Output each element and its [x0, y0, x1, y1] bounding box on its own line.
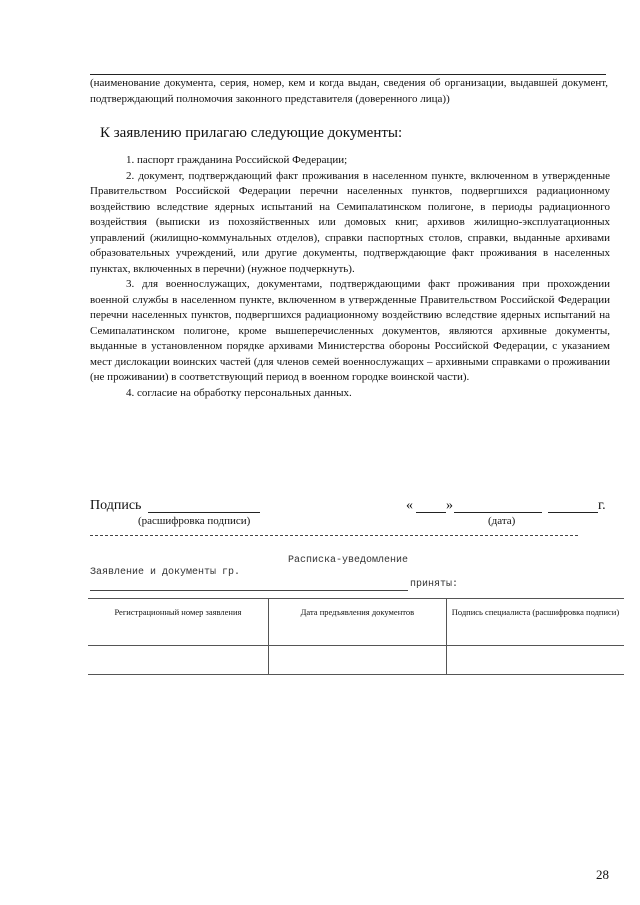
- signature-line[interactable]: [148, 498, 260, 513]
- date-sublabel: (дата): [488, 515, 516, 527]
- document-item-2: 2. документ, подтверждающий факт проживания в населенном пункте, включенном в утвержденные Правительством Российской Федерации перечни населенных пунктов, подвергшихся радиационному воздействию вследствие ядерных испытаний на Семипалатинском полигоне, в периоды радиационного воздействия (выписки из похозяйственных или домовых книг, архивов жилищно-эксплуатационных управлений (жилищно-коммунальных отделов), справки паспортных столов, справки, выданные архивами образовательных учреждений, или другие документы, подтверждающие факт проживания в населенных пунктах, включенных в перечни) (нужное подчеркнуть).: [90, 169, 610, 275]
- cell-specialist-signature[interactable]: [446, 646, 624, 675]
- receipt-accepted-label: приняты:: [410, 579, 459, 590]
- date-quote-close: »: [446, 498, 453, 513]
- document-item-4: 4. согласие на обработку персональных данных.: [126, 386, 352, 399]
- cell-registration-number[interactable]: [88, 646, 268, 675]
- documents-heading: К заявлению прилагаю следующие документы:: [100, 125, 403, 141]
- col-submission-date: Дата предъявления документов: [268, 599, 446, 646]
- documents-list: [90, 153, 610, 401]
- date-month-line[interactable]: [454, 498, 542, 513]
- applicant-name-line[interactable]: [90, 590, 408, 591]
- signature-sublabel: (расшифровка подписи): [138, 515, 251, 527]
- cut-line: [90, 535, 578, 536]
- date-quote-open: «: [406, 498, 413, 513]
- receipt-applicant-label: Заявление и документы гр.: [90, 567, 241, 578]
- registration-table: [88, 598, 624, 675]
- page-number: 28: [596, 867, 609, 882]
- receipt-title: Расписка-уведомление: [288, 555, 409, 566]
- representative-hint: (наименование документа, серия, номер, кем и когда выдан, сведения об организации, выдавшей документ, подтверждающий полномочия законного представителя (доверенного лица)): [90, 77, 608, 105]
- document-item-3: 3. для военнослужащих, документами, подтверждающими факт проживания при прохождении военной службы в населенном пункте, включенном в утвержденные Правительством Российской Федерации перечни населенных пунктов, подвергшихся радиационному воздействию вследствие ядерных испытаний на Семипалатинском полигоне, кроме вышеперечисленных документов, являются архивные документы, выданные в установленном порядке архивами Министерства обороны Российской Федерации, с указанием мест дислокации воинских частей (для членов семей военнослужащих – архивными справками о проживании (не проживании) в соответствующий период в военном городке воинской части).: [90, 278, 610, 383]
- col-specialist-signature: Подпись специалиста (расшифровка подписи): [446, 599, 624, 646]
- date-day-line[interactable]: [416, 498, 446, 513]
- signature-label: Подпись: [90, 498, 142, 513]
- col-registration-number: Регистрационный номер заявления: [88, 599, 268, 646]
- year-suffix: г.: [598, 498, 606, 513]
- document-item-1: 1. паспорт гражданина Российской Федерации;: [126, 154, 348, 166]
- date-year-line[interactable]: [548, 498, 598, 513]
- representative-underline: [90, 74, 606, 75]
- cell-submission-date[interactable]: [268, 646, 446, 675]
